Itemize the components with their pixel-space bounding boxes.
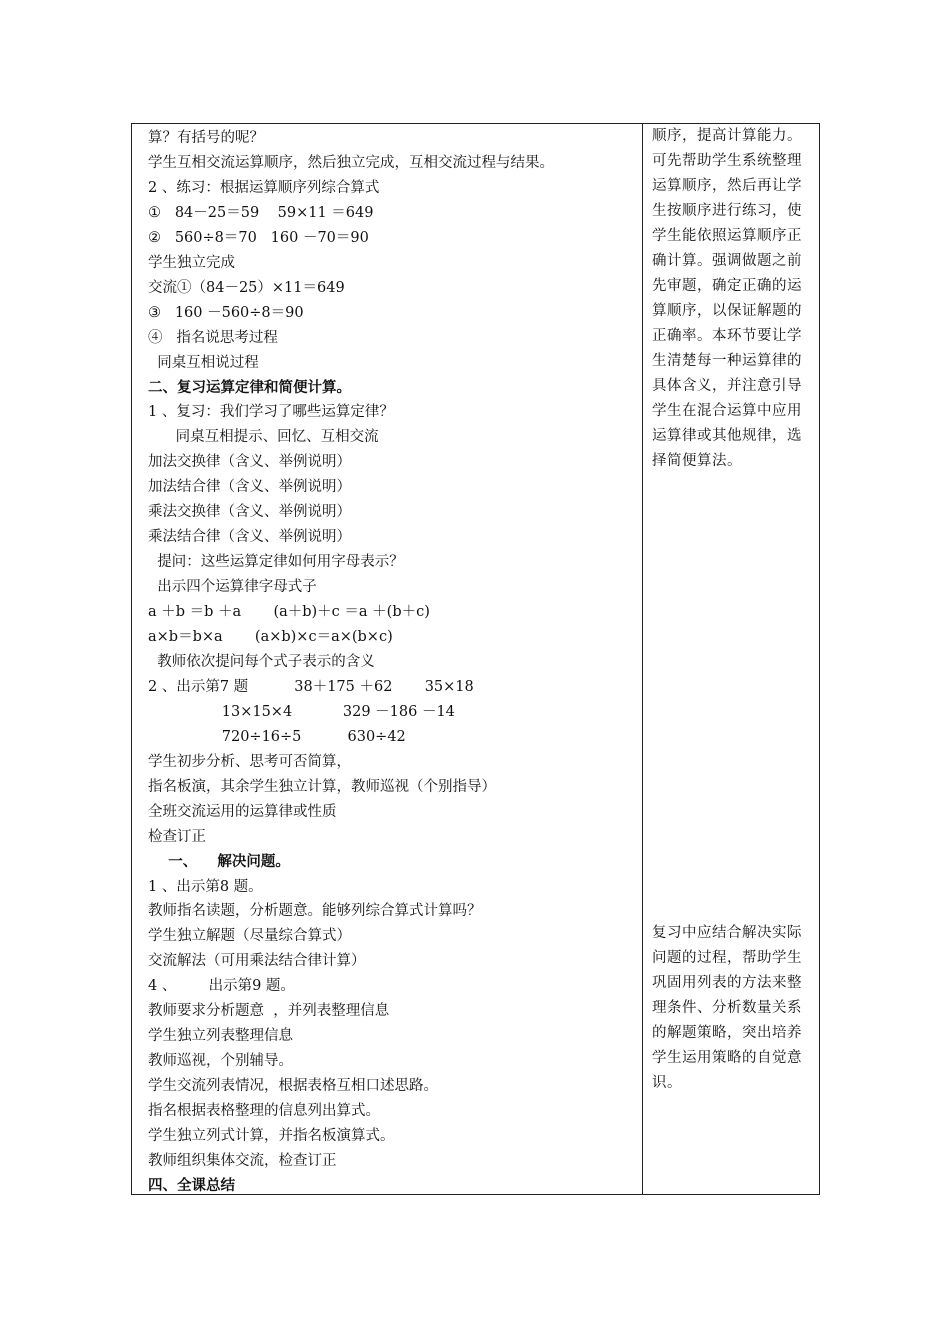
content-line: a×b＝b×a (a×b)×c＝a×(b×c) (148, 629, 393, 645)
content-line: ① 84－25＝59 59×11 ＝649 (148, 204, 374, 221)
content-line: 加法交换律（含义、举例说明） (148, 454, 351, 471)
content-line: ③ 160 －560÷8＝90 (148, 304, 304, 321)
content-line: 学生初步分析、思考可否简算， (148, 753, 351, 770)
content-line: 检查订正 (148, 828, 206, 845)
content-line: 教师要求分析题意 ，并列表整理信息 (148, 1003, 390, 1020)
content-line: 四、全课总结 (148, 1176, 235, 1194)
content-line: 同桌互相说过程 (148, 354, 259, 371)
content-line: ② 560÷8＝70 160 －70＝90 (148, 229, 369, 246)
content-line: 加法结合律（含义、举例说明） (148, 479, 351, 496)
content-line: 教师指名读题，分析题意。能够列综合算式计算吗？ (148, 903, 482, 920)
content-line: 学生独立列表整理信息 (148, 1028, 293, 1045)
content-line: 1 、复习：我们学习了哪些运算定律？ (148, 404, 394, 421)
content-line: 720÷16÷5 630÷42 (148, 728, 406, 745)
note-2: 复习中应结合解决实际问题的过程，帮助学生巩固用列表的方法来整理条件、分析数量关系的解题策略，突出培养学生运用策略的自觉意识。 (652, 925, 802, 1091)
content-line: ④ 指名说思考过程 (148, 329, 278, 346)
content-line: 同桌互相提示、回忆、互相交流 (148, 429, 379, 446)
content-line: 指名板演，其余学生独立计算，教师巡视（个别指导） (148, 778, 496, 795)
content-line: 2 、出示第7 题 38＋175 ＋62 35×18 (148, 678, 474, 695)
content-line: 出示四个运算律字母式子 (148, 579, 317, 596)
content-line: 乘法交换律（含义、举例说明） (148, 504, 351, 521)
column-divider (642, 123, 643, 1195)
content-line: 指名根据表格整理的信息列出算式。 (148, 1103, 380, 1119)
content-line: 学生互相交流运算顺序，然后独立完成，互相交流过程与结果。 (148, 154, 554, 171)
content-line: 交流①（84－25）×11＝649 (148, 279, 345, 296)
content-line: 全班交流运用的运算律或性质 (148, 803, 337, 820)
content-line: 提问：这些运算定律如何用字母表示？ (148, 554, 404, 571)
content-line: 学生交流列表情况，根据表格互相口述思路。 (148, 1078, 438, 1095)
content-line: 算？有括号的呢？ (148, 130, 264, 146)
content-line: 二、复习运算定律和简便计算。 (148, 378, 351, 396)
content-line: 学生独立完成 (148, 254, 235, 271)
content-line: 学生独立解题（尽量综合算式） (148, 928, 351, 945)
content-line: 乘法结合律（含义、举例说明） (148, 529, 351, 546)
content-line: 教师依次提问每个式子表示的含义 (148, 653, 375, 670)
content-line: 4 、 出示第9 题。 (148, 978, 295, 995)
content-line: 13×15×4 329 －186 －14 (148, 703, 455, 720)
note-1: 顺序，提高计算能力。可先帮助学生系统整理运算顺序，然后再让学生按顺序进行练习，使学生能依照运算顺序正确计算。强调做题之前先审题，确定正确的运算顺序，以保证解题的正确率。本环节要让学生清楚每一种运算律的具体含义，并注意引导学生在混合运算中应用运算律或其他规律，选择简便算法。 (652, 128, 802, 469)
content-line: 交流解法（可用乘法结合律计算） (148, 953, 366, 970)
content-line: 教师组织集体交流，检查订正 (148, 1152, 337, 1169)
content-line: a ＋b ＝b ＋a (a＋b)＋c ＝a ＋(b＋c) (148, 604, 430, 620)
content-line: 教师巡视，个别辅导。 (148, 1053, 293, 1070)
content-line: 一、 解决问题。 (148, 852, 290, 870)
content-line: 2 、练习：根据运算顺序列综合算式 (148, 179, 380, 196)
content-line: 学生独立列式计算，并指名板演算式。 (148, 1128, 395, 1144)
content-line: 1 、出示第8 题。 (148, 878, 263, 895)
